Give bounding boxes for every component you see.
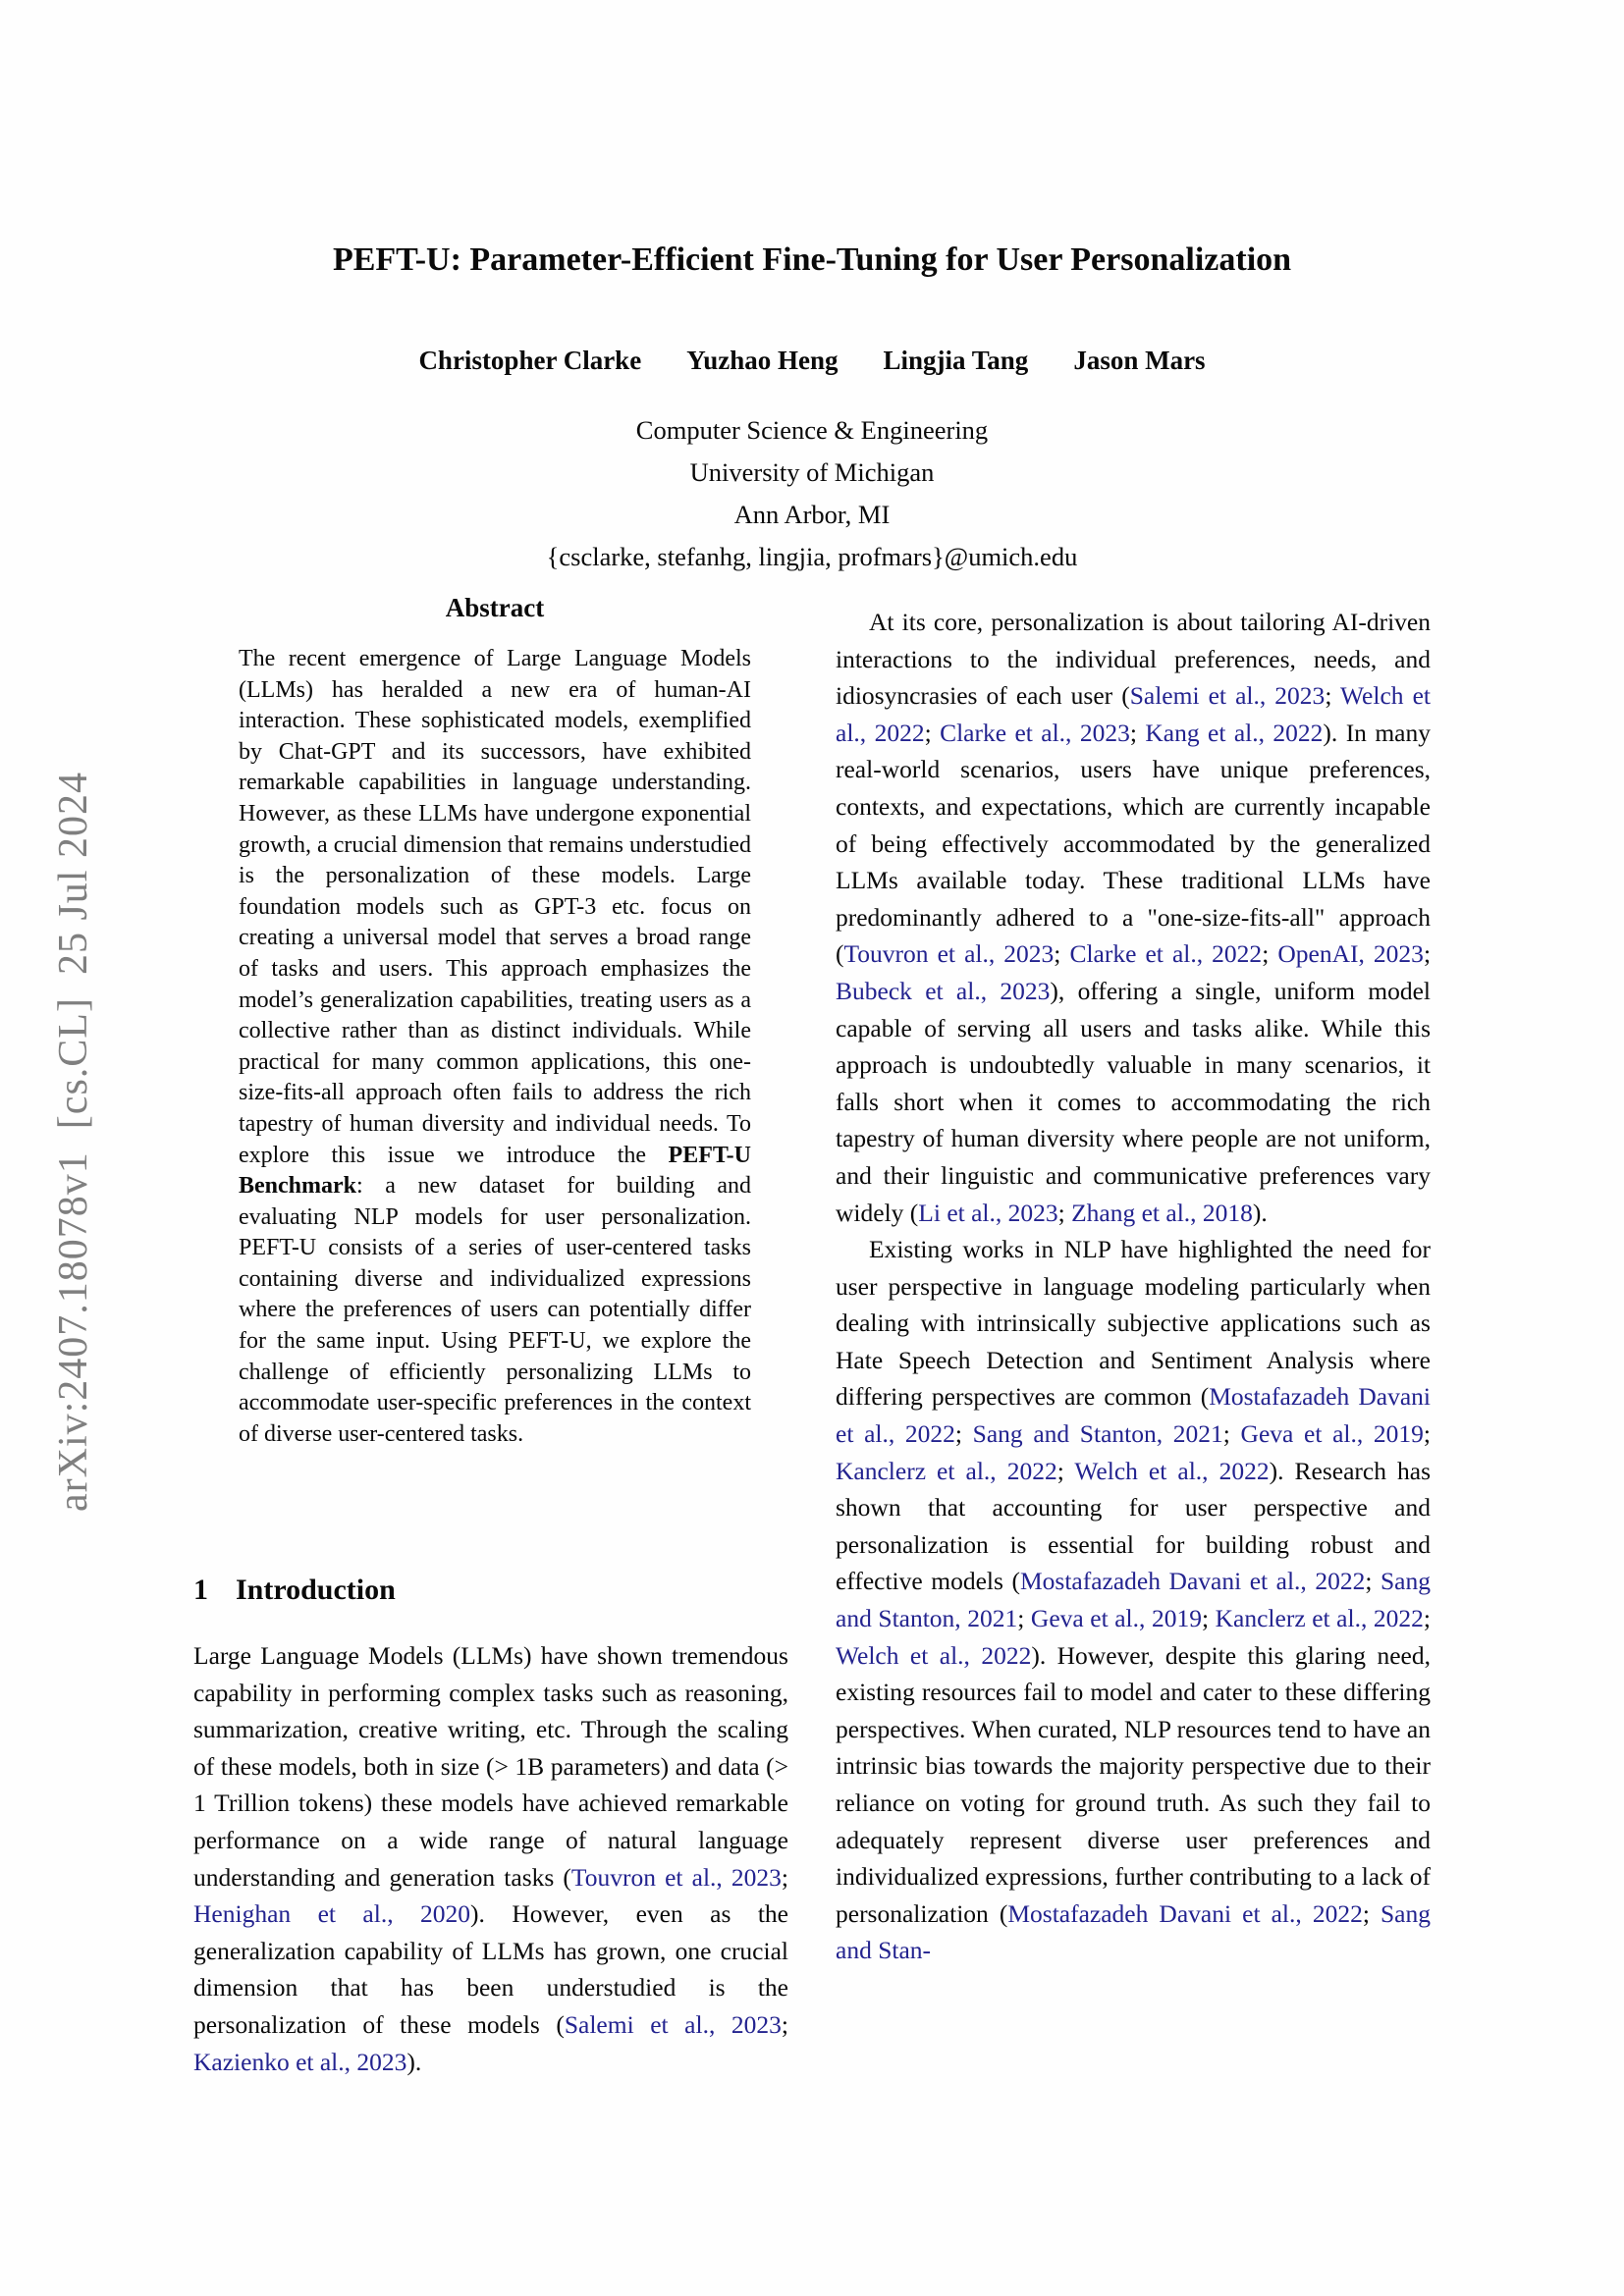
citation-link[interactable]: Salemi et al., 2023 xyxy=(564,2009,782,2039)
text-run: ; xyxy=(781,1862,788,1892)
citation-link[interactable]: Kanclerz et al., 2022 xyxy=(836,1456,1057,1485)
text-run: ; xyxy=(1057,1198,1072,1227)
citation-link[interactable]: Kanclerz et al., 2022 xyxy=(1215,1604,1424,1633)
text-run: ; xyxy=(1056,1456,1075,1485)
citation-link[interactable]: Kazienko et al., 2023 xyxy=(193,2047,407,2076)
citation-link[interactable]: Touvron et al., 2023 xyxy=(570,1862,782,1892)
text-run: ; xyxy=(781,2009,788,2039)
email-line: {csclarke, stefanhg, lingjia, profmars}@umich.edu xyxy=(546,542,1078,571)
text-run: ; xyxy=(1222,1419,1241,1449)
abstract-text xyxy=(239,644,751,1450)
text-run: ; xyxy=(1423,939,1432,969)
author-name: Jason Mars xyxy=(1073,346,1206,375)
section-number: 1 xyxy=(193,1574,208,1606)
citation-link[interactable]: Welch et al., 2022 xyxy=(836,681,1431,747)
text-run: ; xyxy=(954,1419,973,1449)
citation-link[interactable]: Salemi et al., 2023 xyxy=(1129,681,1326,711)
text-run: ). In many real-world scenarios, users have unique preferences, contexts, and expectations, which are currently incapable of being effectively accommodated by the generalized LLMs available today. These traditional LLMs have predominantly adhered to a "one-size-fits-all" approach ( xyxy=(836,718,1431,969)
bold-text: PEFT-U Benchmark xyxy=(239,1142,751,1200)
text-run: ; xyxy=(1201,1604,1216,1633)
right-column xyxy=(836,604,1431,1969)
paper-title: PEFT-U: Parameter-Efficient Fine-Tuning for User Personalization xyxy=(332,241,1292,278)
citation-link[interactable]: Zhang et al., 2018 xyxy=(1071,1198,1253,1227)
citation-link[interactable]: Geva et al., 2019 xyxy=(1030,1604,1202,1633)
intro-paragraph xyxy=(193,1637,788,2080)
text-run: : a new dataset for building and evaluating NLP models for user personalization. PEFT-U consists of a series of user-centered tasks containing diverse and individualized expressions where the preferences of users can potentially differ for the same input. Using PEFT-U, we explore the challenge of efficiently personalizing LLMs to accommodate user-specific preferences in the context of diverse user-centered tasks. xyxy=(239,1173,751,1447)
affiliation-line: Computer Science & Engineering xyxy=(635,415,989,445)
author-name: Lingjia Tang xyxy=(883,346,1029,375)
section-heading-introduction xyxy=(193,1574,788,1607)
section-title: Introduction xyxy=(236,1574,396,1606)
citation-link[interactable]: Sang and Stan- xyxy=(836,1898,1431,1965)
citation-link[interactable]: Mostafazadeh Davani et al., 2022 xyxy=(836,1382,1431,1449)
author-name: Yuzhao Heng xyxy=(686,346,839,375)
text-run: ; xyxy=(1262,939,1278,969)
text-run: ). However, despite this glaring need, existing resources fail to model and cater to these differing perspectives. When curated, NLP resources tend to have an intrinsic bias towards the majority perspective due to their reliance on voting for ground truth. As such they fail to adequately represent diverse user preferences and individualized expressions, further contributing to a lack of personalization ( xyxy=(836,1640,1431,1928)
text-run: ; xyxy=(924,718,941,747)
text-run: Large Language Models (LLMs) have shown tremendous capability in performing complex tasks such as reasoning, summarization, creative writing, etc. Through the scaling of these models, both in size (> 1B parameters) and data (> 1 Trillion tokens) these models have achieved remarkable performance on a wide range of natural language understanding and generation tasks ( xyxy=(193,1641,788,1892)
citation-link[interactable]: Mostafazadeh Davani et al., 2022 xyxy=(1019,1567,1366,1596)
text-run: ; xyxy=(1423,1604,1431,1633)
affiliation-line: Ann Arbor, MI xyxy=(733,500,891,529)
text-run: At its core, personalization is about tailoring AI-driven interactions to the individual preferences, needs, and idiosyncrasies of each user ( xyxy=(836,608,1431,711)
text-run: ; xyxy=(1362,1898,1380,1928)
citation-link[interactable]: Sang and Stanton, 2021 xyxy=(972,1419,1223,1449)
citation-link[interactable]: OpenAI, 2023 xyxy=(1277,939,1424,969)
text-run: ). However, even as the generalization capability of LLMs has grown, one crucial dimension that has been understudied is the personalization of these models ( xyxy=(193,1899,788,2039)
citation-link[interactable]: Bubeck et al., 2023 xyxy=(836,976,1051,1005)
text-run: ). Research has shown that accounting for user perspective and personalization is essential for building robust and effective models ( xyxy=(836,1456,1431,1596)
affiliation-line: University of Michigan xyxy=(689,457,935,487)
affiliation-block xyxy=(0,409,1624,578)
abstract-heading: Abstract xyxy=(445,593,545,622)
text-run: ; xyxy=(1017,1604,1031,1633)
citation-link[interactable]: Mostafazadeh Davani et al., 2022 xyxy=(1007,1898,1363,1928)
citation-link[interactable]: Henighan et al., 2020 xyxy=(193,1899,471,1929)
author-list xyxy=(0,346,1624,376)
citation-link[interactable]: Clarke et al., 2022 xyxy=(1069,939,1263,969)
body-paragraph xyxy=(836,1231,1431,1969)
text-run: The recent emergence of Large Language Models (LLMs) has heralded a new era of human-AI interaction. These sophisticated models, exemplified by Chat-GPT and its successors, have exhibited remarkable capabilities in language understanding. However, as these LLMs have undergone exponential growth, a crucial dimension that remains understudied is the personalization of these models. Large foundation models such as GPT-3 etc. focus on creating a universal model that serves a broad range of tasks and users. This approach emphasizes the model’s generalization capabilities, treating users as a collective rather than as distinct individuals. While practical for many common applications, this one-size-fits-all approach often fails to address the rich tapestry of human diversity and individual needs. To explore this issue we introduce the xyxy=(239,646,751,1168)
text-run: ), offering a single, uniform model capable of serving all users and tasks alike. While this approach is undoubtedly valuable in many scenarios, it falls short when it comes to accommodating the rich tapestry of human diversity where people are not uniform, and their linguistic and communicative preferences vary widely ( xyxy=(836,976,1432,1227)
text-run: ). xyxy=(406,2047,422,2076)
body-paragraph xyxy=(836,604,1431,1231)
citation-link[interactable]: Touvron et al., 2023 xyxy=(843,939,1055,969)
citation-link[interactable]: Geva et al., 2019 xyxy=(1240,1419,1424,1449)
citation-link[interactable]: Clarke et al., 2023 xyxy=(940,718,1130,747)
text-run: ; xyxy=(1423,1419,1431,1449)
citation-link[interactable]: Li et al., 2023 xyxy=(918,1198,1058,1227)
text-run: ; xyxy=(1054,939,1070,969)
citation-link[interactable]: Sang and Stanton, 2021 xyxy=(836,1567,1431,1633)
text-run: ). xyxy=(1252,1198,1268,1227)
text-run: ; xyxy=(1129,718,1146,747)
author-name: Christopher Clarke xyxy=(418,346,642,375)
citation-link[interactable]: Kang et al., 2022 xyxy=(1145,718,1324,747)
text-run: ; xyxy=(1365,1567,1380,1596)
citation-link[interactable]: Welch et al., 2022 xyxy=(1074,1456,1270,1485)
arxiv-watermark: arXiv:2407.18078v1 [cs.CL] 25 Jul 2024 xyxy=(51,772,96,1512)
text-run: ; xyxy=(1325,681,1341,711)
text-run: Existing works in NLP have highlighted the need for user perspective in language modeling particularly when dealing with intrinsically subjective applications such as Hate Speech Detection and Sentiment Analysis where differing perspectives are common ( xyxy=(836,1235,1431,1412)
citation-link[interactable]: Welch et al., 2022 xyxy=(836,1640,1032,1670)
